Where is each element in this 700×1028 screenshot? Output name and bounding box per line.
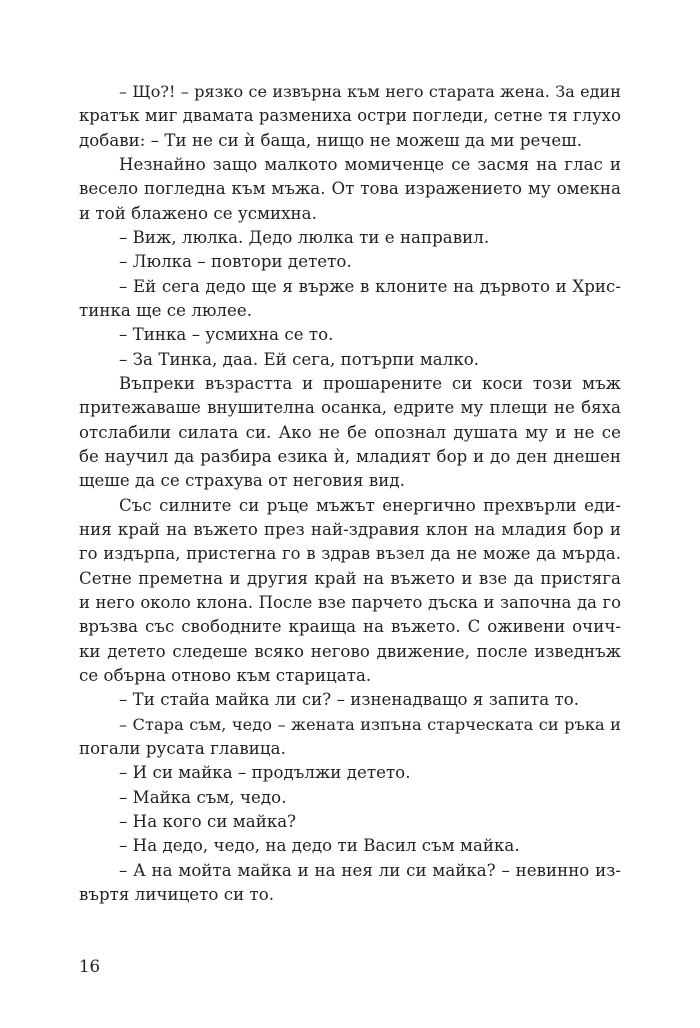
text-line: – Стара съм, чедо – жената изпъна старческата си ръка и <box>119 714 621 734</box>
text-line: тинка ще се люлее. <box>79 300 253 320</box>
text-line: – Ти стайа майка ли си? – изненадващо я запита то. <box>119 690 580 710</box>
text-line: Сетне преметна и другия край на въжето и взе да пристяга <box>79 568 621 588</box>
text-line: добави: – Ти не си ѝ баща, нищо не можеш да ми речеш. <box>79 130 583 150</box>
text-line: отслабили силата си. Ако не бе опознал душата му и не се <box>79 422 621 442</box>
text-line: – Виж, люлка. Дедо люлка ти е направил. <box>119 227 490 247</box>
text-line: го издърпа, пристегна го в здрав възел да не може да мърда. <box>79 544 621 564</box>
text-line: погали русата главица. <box>79 738 286 758</box>
text-line: се обърна отново към старицата. <box>79 665 372 685</box>
page-number: 16 <box>79 957 101 976</box>
text-line: ния край на въжето през най-здравия клон на младия бор и <box>79 519 621 539</box>
text-line: връзва със свободните краища на въжето. С оживени очич- <box>79 617 621 637</box>
text-line: – Тинка – усмихна се то. <box>119 325 334 345</box>
text-line: щеше да се страхува от неговия вид. <box>79 471 405 491</box>
text-line: – Майка съм, чедо. <box>119 787 287 807</box>
text-line: кратък миг двамата размениха остри погледи, сетне тя глухо <box>79 106 621 126</box>
text-line: весело погледна към мъжа. От това изражението му омекна <box>79 179 621 199</box>
text-line: бе научил да разбира езика ѝ, младият бор и до ден днешен <box>79 446 621 466</box>
text-line: притежаваше внушителна осанка, едрите му плещи не бяха <box>79 398 621 418</box>
text-line: – А на мойта майка и на нея ли си майка? – невинно из- <box>119 860 621 880</box>
text-line: и него около клона. После взе парчето дъска и започна да го <box>79 592 621 612</box>
text-line: Незнайно защо малкото момиченце се засмя на глас и <box>119 154 621 174</box>
text-line: – И си майка – продължи детето. <box>119 763 411 783</box>
text-line: – На кого си майка? <box>119 811 297 831</box>
text-line: – На дедо, чедо, на дедо ти Васил съм майка. <box>119 836 520 856</box>
text-line: – Ей сега дедо ще я върже в клоните на дървото и Хрис- <box>119 276 621 296</box>
text-line: ки детето следеше всяко негово движение, после изведнъж <box>79 641 621 661</box>
text-line: и той блажено се усмихна. <box>79 203 317 223</box>
body-text <box>79 80 621 907</box>
text-line: въртя личицето си то. <box>79 884 275 904</box>
text-line: – За Тинка, даа. Ей сега, потърпи малко. <box>119 349 480 369</box>
text-line: – Люлка – повтори детето. <box>119 252 352 272</box>
text-line: – Що?! – рязко се извърна към него старата жена. За един <box>119 82 621 101</box>
text-line: Със силните си ръце мъжът енергично прехвърли еди- <box>119 495 621 515</box>
text-line: Въпреки възрастта и прошарените си коси този мъж <box>119 373 621 393</box>
